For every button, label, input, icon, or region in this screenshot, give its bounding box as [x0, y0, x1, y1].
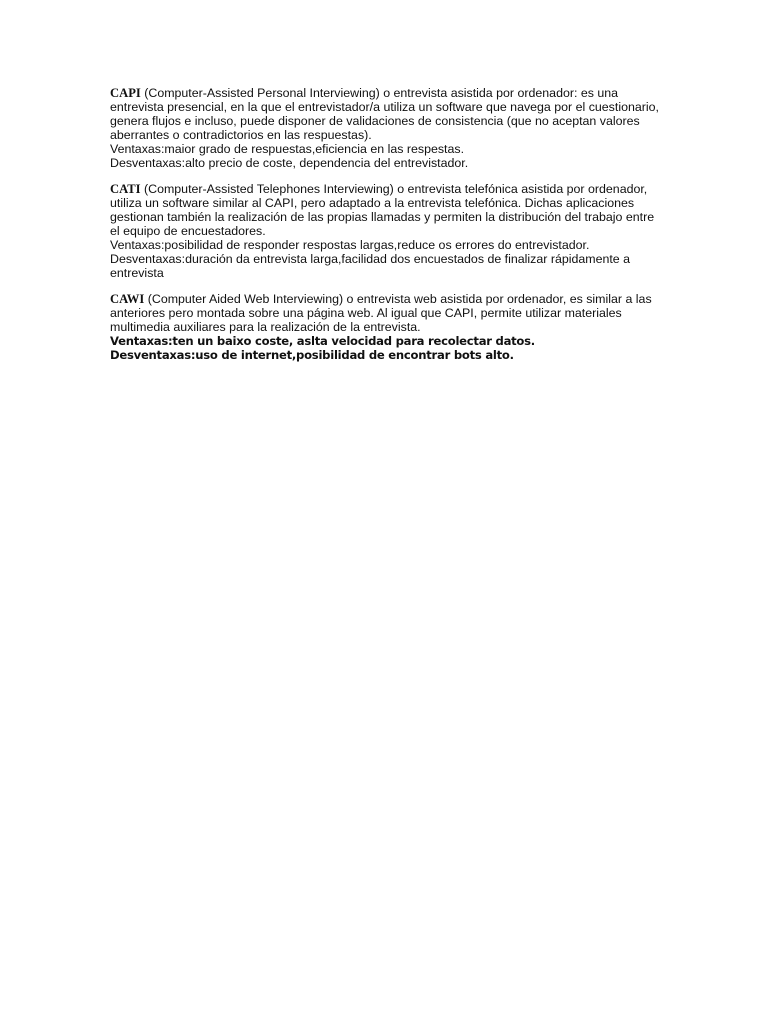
- section-cati: [110, 182, 662, 280]
- cati-disadvantages: Desventaxas:duración da entrevista larga,facilidad dos encuestados de finalizar rápidamente a entrevista: [110, 252, 631, 280]
- cawi-description: (Computer Aided Web Interviewing) o entrevista web asistida por ordenador, es similar a las anteriores pero montada sobre una página web. Al igual que CAPI, permite utilizar materiales multimedia auxiliares para la realización de la entrevista.: [110, 292, 652, 334]
- cati-paragraph: [110, 182, 662, 238]
- section-cawi: [110, 292, 662, 362]
- cati-advantages: Ventaxas:posibilidad de responder respostas largas,reduce os errores do entrevistador.: [110, 238, 590, 252]
- capi-disadvantages: Desventaxas:alto precio de coste, dependencia del entrevistador.: [110, 156, 469, 170]
- capi-advantages: Ventaxas:maior grado de respuestas,eficiencia en las respestas.: [110, 142, 465, 156]
- section-capi: [110, 86, 662, 170]
- cawi-term: CAWI: [110, 292, 145, 306]
- cati-term: CATI: [110, 182, 141, 196]
- capi-term: CAPI: [110, 86, 141, 100]
- document-body: [110, 86, 662, 374]
- capi-description: (Computer-Assisted Personal Interviewing) o entrevista asistida por ordenador: es una entrevista presencial, en la que el entrevistador/a utiliza un software que navega por el cuestionario, genera flujos e incluso, puede disponer de validaciones de consistencia (que no aceptan valores aberrantes o contradictorios en las respuestas).: [110, 86, 659, 142]
- cawi-disadvantages: Desventaxas:uso de internet,posibilidad de encontrar bots alto.: [110, 348, 514, 362]
- cawi-advantages: Ventaxas:ten un baixo coste, aslta velocidad para recolectar datos.: [110, 334, 535, 348]
- cati-description: (Computer-Assisted Telephones Interviewing) o entrevista telefónica asistida por ordenador, utiliza un software similar al CAPI, pero adaptado a la entrevista telefónica. Dichas aplicaciones gestionan también la realización de las propias llamadas y permiten la distribución del trabajo entre el equipo de encuestadores.: [110, 182, 655, 238]
- cawi-paragraph: [110, 292, 662, 334]
- capi-paragraph: [110, 86, 662, 142]
